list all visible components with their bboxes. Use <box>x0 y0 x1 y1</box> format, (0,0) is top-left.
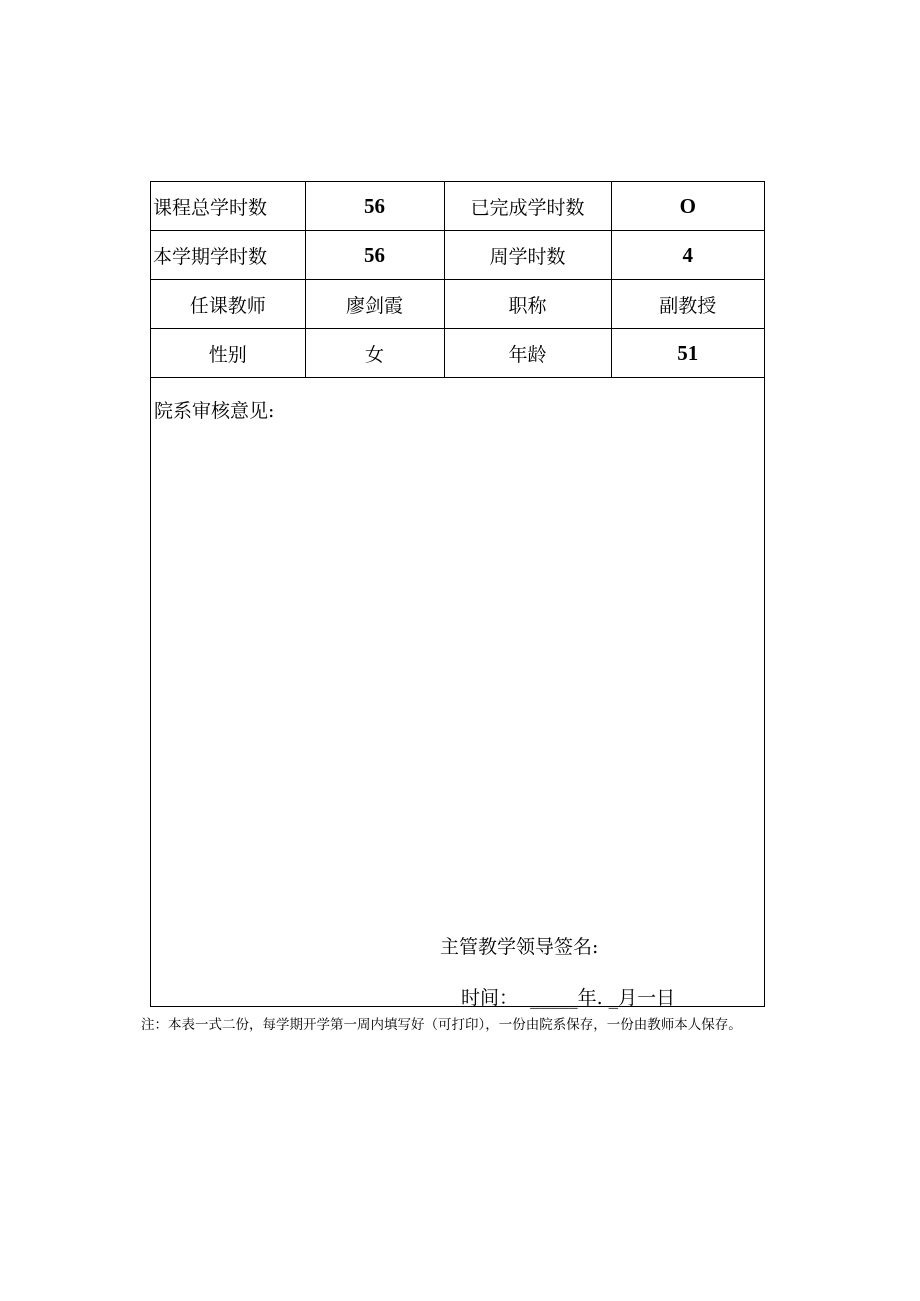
table-row <box>151 329 764 378</box>
review-form <box>150 181 765 1007</box>
table-row <box>151 280 764 329</box>
age-label: 年龄 <box>444 329 611 378</box>
semester-hours-value: 56 <box>305 231 444 280</box>
department-opinion-label: 院系审核意见: <box>154 400 275 422</box>
table-row <box>151 182 764 231</box>
course-info-table <box>151 182 764 378</box>
total-hours-label: 课程总学时数 <box>151 182 305 231</box>
table-row <box>151 231 764 280</box>
age-value: 51 <box>611 329 764 378</box>
signature-label: 主管教学领导签名: <box>440 936 599 958</box>
gender-value: 女 <box>305 329 444 378</box>
title-value: 副教授 <box>611 280 764 329</box>
teacher-value: 廖剑霞 <box>305 280 444 329</box>
gender-label: 性别 <box>151 329 305 378</box>
completed-hours-value: O <box>611 182 764 231</box>
footnote: 注：本表一式二份，每学期开学第一周内填写好（可打印），一份由院系保存，一份由教师本人保存。 <box>141 1017 742 1033</box>
title-label: 职称 <box>444 280 611 329</box>
weekly-hours-value: 4 <box>611 231 764 280</box>
teacher-label: 任课教师 <box>151 280 305 329</box>
weekly-hours-label: 周学时数 <box>444 231 611 280</box>
total-hours-value: 56 <box>305 182 444 231</box>
semester-hours-label: 本学期学时数 <box>151 231 305 280</box>
completed-hours-label: 已完成学时数 <box>444 182 611 231</box>
date-line: 时间： _____年. _月一日 <box>461 987 676 1009</box>
